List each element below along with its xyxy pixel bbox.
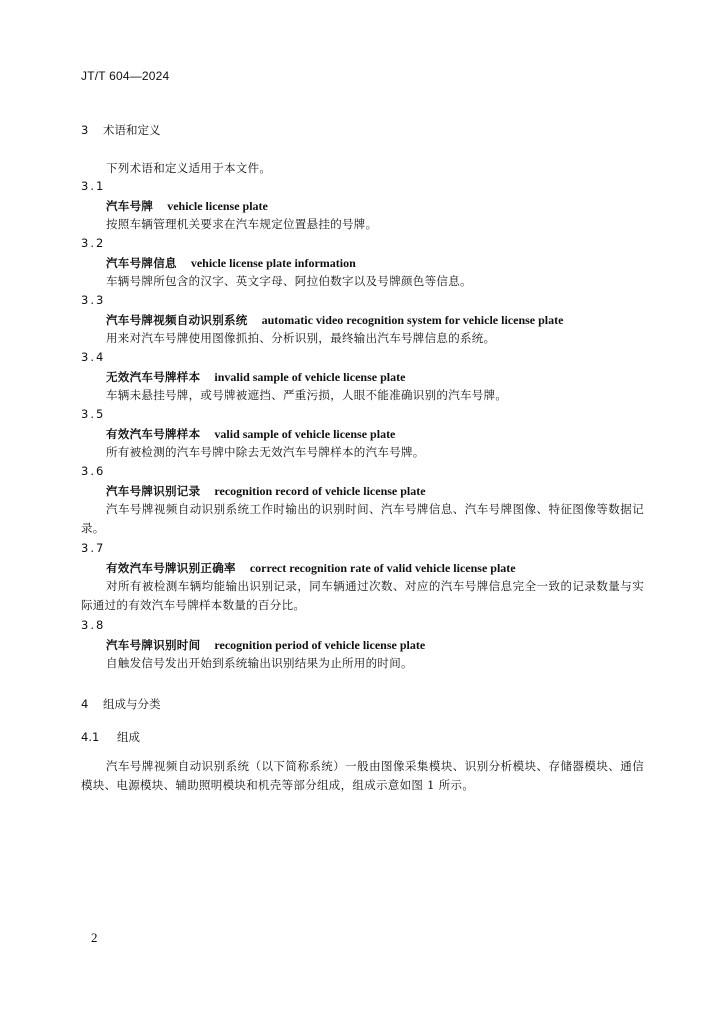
term-definition: 汽车号牌视频自动识别系统工作时输出的识别时间、汽车号牌信息、汽车号牌图像、特征图像等数据记录。 — [81, 502, 644, 535]
term-number: 3.1 — [81, 179, 106, 193]
term-zh: 无效汽车号牌样本 — [106, 370, 201, 384]
section-4-heading — [81, 696, 161, 712]
term-heading — [106, 312, 563, 328]
term-zh: 汽车号牌视频自动识别系统 — [106, 313, 248, 327]
term-heading — [106, 560, 516, 576]
term-number: 3.7 — [81, 541, 106, 555]
term-number: 3.8 — [81, 618, 106, 632]
section-title-text: 组成与分类 — [103, 697, 161, 711]
term-number: 3.2 — [81, 236, 106, 250]
term-zh: 有效汽车号牌识别正确率 — [106, 561, 236, 575]
term-definition: 车辆号牌所包含的汉字、英文字母、阿拉伯数字以及号牌颜色等信息。 — [106, 274, 472, 288]
term-en: correct recognition rate of valid vehicle license plate — [249, 561, 516, 575]
term-number: 3.5 — [81, 407, 106, 421]
subsection-4-1-heading — [81, 729, 140, 745]
term-number: 3.3 — [81, 293, 106, 307]
term-en: recognition record of vehicle license plate — [214, 484, 426, 498]
term-en: recognition period of vehicle license plate — [214, 638, 426, 652]
section-number: 3 — [81, 123, 89, 137]
term-definition: 所有被检测的汽车号牌中除去无效汽车号牌样本的汽车号牌。 — [106, 445, 425, 459]
term-en: vehicle license plate information — [190, 256, 356, 270]
intro-paragraph: 下列术语和定义适用于本文件。 — [106, 161, 272, 175]
term-zh: 汽车号牌识别时间 — [106, 638, 201, 652]
term-number: 3.6 — [81, 464, 106, 478]
section-number: 4 — [81, 697, 89, 711]
term-en: vehicle license plate — [167, 199, 268, 213]
term-en: invalid sample of vehicle license plate — [214, 370, 406, 384]
term-zh: 汽车号牌信息 — [106, 256, 177, 270]
section-title-text: 术语和定义 — [103, 123, 161, 137]
term-zh: 汽车号牌 — [106, 199, 154, 213]
term-heading — [106, 483, 426, 499]
subsection-title-text: 组成 — [117, 730, 140, 744]
term-definition: 车辆未悬挂号牌，或号牌被遮挡、严重污损，人眼不能准确识别的汽车号牌。 — [106, 388, 508, 402]
term-heading — [106, 255, 356, 271]
page-number: 2 — [91, 930, 98, 945]
term-zh: 有效汽车号牌样本 — [106, 427, 201, 441]
term-definition: 用来对汽车号牌使用图像抓拍、分析识别，最终输出汽车号牌信息的系统。 — [106, 331, 496, 345]
term-heading — [106, 637, 425, 653]
term-en: valid sample of vehicle license plate — [214, 427, 396, 441]
term-heading — [106, 198, 268, 214]
document-header: JT/T 604—2024 — [81, 69, 170, 83]
term-zh: 汽车号牌识别记录 — [106, 484, 201, 498]
term-heading — [106, 426, 395, 442]
term-definition: 对所有被检测车辆均能输出识别记录，同车辆通过次数、对应的汽车号牌信息完全一致的记录数量与实际通过的有效汽车号牌样本数量的百分比。 — [81, 579, 644, 612]
term-heading — [106, 369, 405, 385]
term-en: automatic video recognition system for vehicle license plate — [261, 313, 564, 327]
term-number: 3.4 — [81, 350, 106, 364]
term-definition: 自触发信号发出开始到系统输出识别结果为止所用的时间。 — [106, 656, 413, 670]
term-definition: 按照车辆管理机关要求在汽车规定位置悬挂的号牌。 — [106, 217, 378, 231]
section-4-1-paragraph: 汽车号牌视频自动识别系统（以下简称系统）一般由图像采集模块、识别分析模块、存储器模块、通信模块、电源模块、辅助照明模块和机壳等部分组成，组成示意如图 1 所示。 — [81, 759, 644, 792]
subsection-number: 4.1 — [81, 730, 100, 744]
section-3-heading — [81, 122, 161, 138]
